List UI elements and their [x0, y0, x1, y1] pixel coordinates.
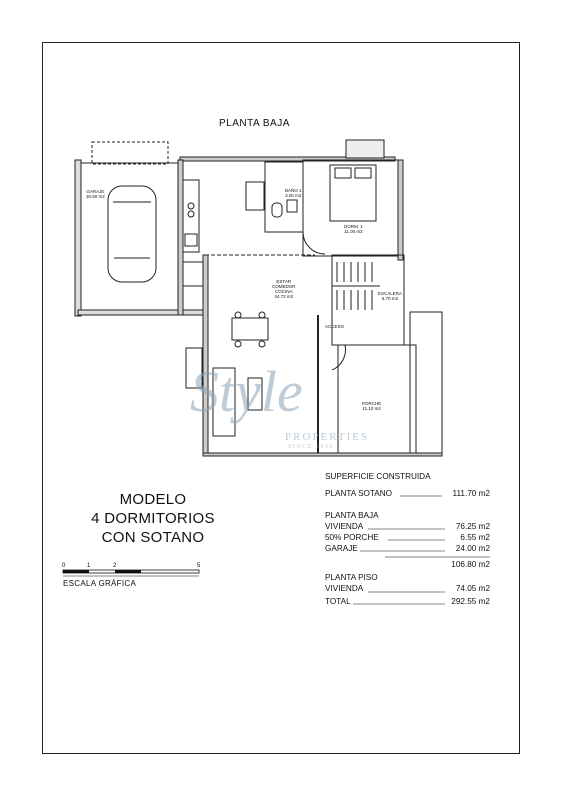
- living-name-1: ESTAR: [276, 279, 292, 284]
- scale-tick: 1: [87, 563, 91, 569]
- vivienda-value: 76.25 m2: [455, 522, 490, 531]
- porche-50-label: 50% PORCHE: [325, 533, 379, 542]
- scale-title: ESCALA GRÁFICA: [63, 579, 137, 588]
- total-value: 292.55 m2: [451, 597, 490, 606]
- bedroom-area: 11.00 m2: [344, 229, 363, 234]
- garage-name: GARAJE: [86, 189, 105, 194]
- model-line-1: MODELO: [119, 491, 187, 508]
- stair-name: ESCALERA: [378, 291, 403, 296]
- model-line-2: 4 DORMITORIOS: [91, 510, 215, 527]
- scale-tick: 5: [197, 563, 201, 569]
- scale-tick: 2: [113, 563, 117, 569]
- vivienda-label: VIVIENDA: [325, 522, 364, 531]
- watermark-sub: PROPERTIES: [285, 431, 370, 443]
- watermark-logo: Style: [190, 359, 303, 424]
- garage-area: 30.50 m2: [86, 194, 105, 199]
- piso-vivienda-value: 74.05 m2: [455, 584, 490, 593]
- living-name-2: COMEDOR: [272, 284, 296, 289]
- stair-area: 6.70 m2: [381, 296, 399, 301]
- piso-vivienda-label: VIVIENDA: [325, 584, 364, 593]
- model-line-3: CON SOTANO: [101, 529, 205, 546]
- baja-subtotal: 106.80 m2: [451, 560, 490, 569]
- living-area: 44.72 m2: [274, 294, 294, 299]
- porche-area: 11.10 m2: [362, 406, 381, 411]
- bath-name: BAÑO 1: [285, 188, 302, 193]
- bath-area: 3.00 m2: [285, 193, 302, 198]
- living-name-3: COCINA: [274, 289, 293, 294]
- plan-title: PLANTA BAJA: [219, 118, 290, 129]
- sotano-value: 111.70 m2: [452, 489, 490, 498]
- total-label: TOTAL: [325, 597, 351, 606]
- acceso-label: ACCESO: [325, 324, 345, 329]
- porche-50-value: 6.55 m2: [460, 533, 490, 542]
- sotano-label: PLANTA SOTANO: [325, 489, 393, 498]
- porche-name: PORCHE: [362, 401, 382, 406]
- watermark-since: SINCE 1996: [288, 444, 334, 450]
- surface-header: SUPERFICIE CONSTRUIDA: [325, 472, 431, 481]
- baja-header: PLANTA BAJA: [325, 511, 379, 520]
- scale-tick: 0: [62, 563, 66, 569]
- surface-table: [325, 472, 505, 622]
- piso-header: PLANTA PISO: [325, 573, 378, 582]
- garaje-label: GARAJE: [325, 544, 358, 553]
- bedroom-name: DORM. 1: [344, 224, 363, 229]
- garaje-value: 24.00 m2: [455, 544, 490, 553]
